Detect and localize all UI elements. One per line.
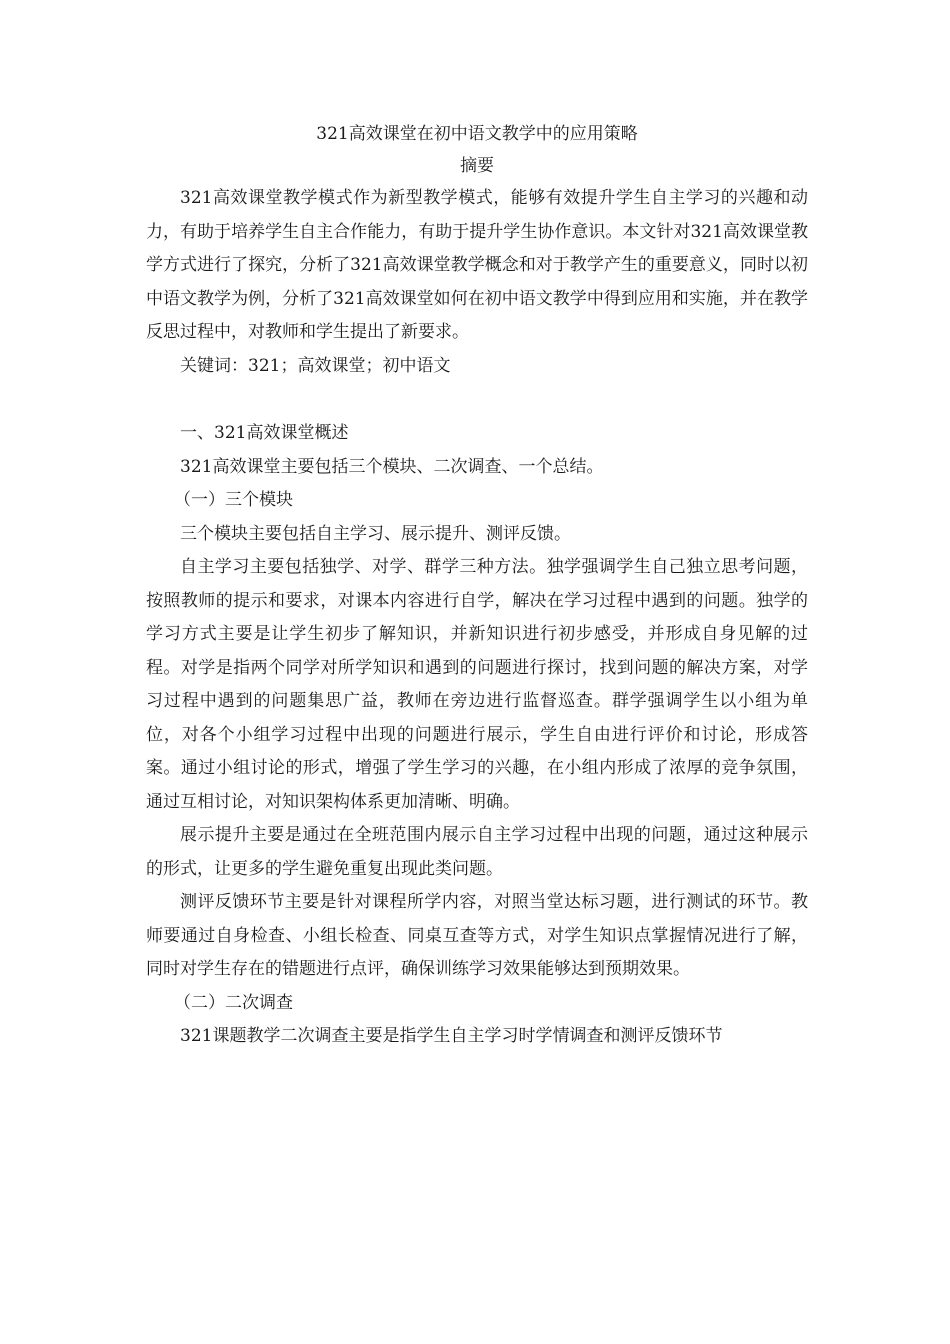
- document-page: [146, 118, 808, 1054]
- document-title: 321高效课堂在初中语文教学中的应用策略: [316, 124, 638, 144]
- paragraph-survey: 321课题教学二次调查主要是指学生自主学习时学情调查和测评反馈环节: [180, 1026, 723, 1046]
- abstract-paragraph: 321高效课堂教学模式作为新型教学模式，能够有效提升学生自主学习的兴趣和动力，有助于培养学生自主合作能力，有助于提升学生协作意识。本文针对321高效课堂教学方式进行了探究，分析了321高效课堂教学概念和对于教学产生的重要意义，同时以初中语文教学为例，分析了321高效课堂如何在初中语文教学中得到应用和实施，并在教学反思过程中，对教师和学生提出了新要求。: [146, 188, 808, 342]
- section-spacer: [146, 383, 808, 417]
- section-heading-overview: 一、321高效课堂概述: [180, 423, 349, 443]
- keywords-line: 关键词：321；高效课堂；初中语文: [180, 355, 451, 376]
- abstract-heading: 摘要: [460, 156, 494, 176]
- section-intro: 321高效课堂主要包括三个模块、二次调查、一个总结。: [180, 456, 604, 477]
- modules-intro: 三个模块主要包括自主学习、展示提升、测评反馈。: [180, 523, 571, 544]
- paragraph-display: 展示提升主要是通过在全班范围内展示自主学习过程中出现的问题，通过这种展示的形式，让更多的学生避免重复出现此类问题。: [146, 825, 808, 879]
- subsection-heading-modules: （一）三个模块: [174, 490, 293, 510]
- paragraph-feedback: 测评反馈环节主要是针对课程所学内容，对照当堂达标习题，进行测试的环节。教师要通过自身检查、小组长检查、同桌互查等方式，对学生知识点掌握情况进行了解，同时对学生存在的错题进行点评，确保训练学习效果能够达到预期效果。: [146, 892, 808, 979]
- paragraph-self-study: 自主学习主要包括独学、对学、群学三种方法。独学强调学生自己独立思考问题，按照教师的提示和要求，对课本内容进行自学，解决在学习过程中遇到的问题。独学的学习方式主要是让学生初步了解知识，并新知识进行初步感受，并形成自身见解的过程。对学是指两个同学对所学知识和遇到的问题进行探讨，找到问题的解决方案，对学习过程中遇到的问题集思广益，教师在旁边进行监督巡查。群学强调学生以小组为单位，对各个小组学习过程中出现的问题进行展示，学生自由进行评价和讨论，形成答案。通过小组讨论的形式，增强了学生学习的兴趣，在小组内形成了浓厚的竞争氛围，通过互相讨论，对知识架构体系更加清晰、明确。: [146, 557, 808, 812]
- subsection-heading-survey: （二）二次调查: [174, 992, 293, 1013]
